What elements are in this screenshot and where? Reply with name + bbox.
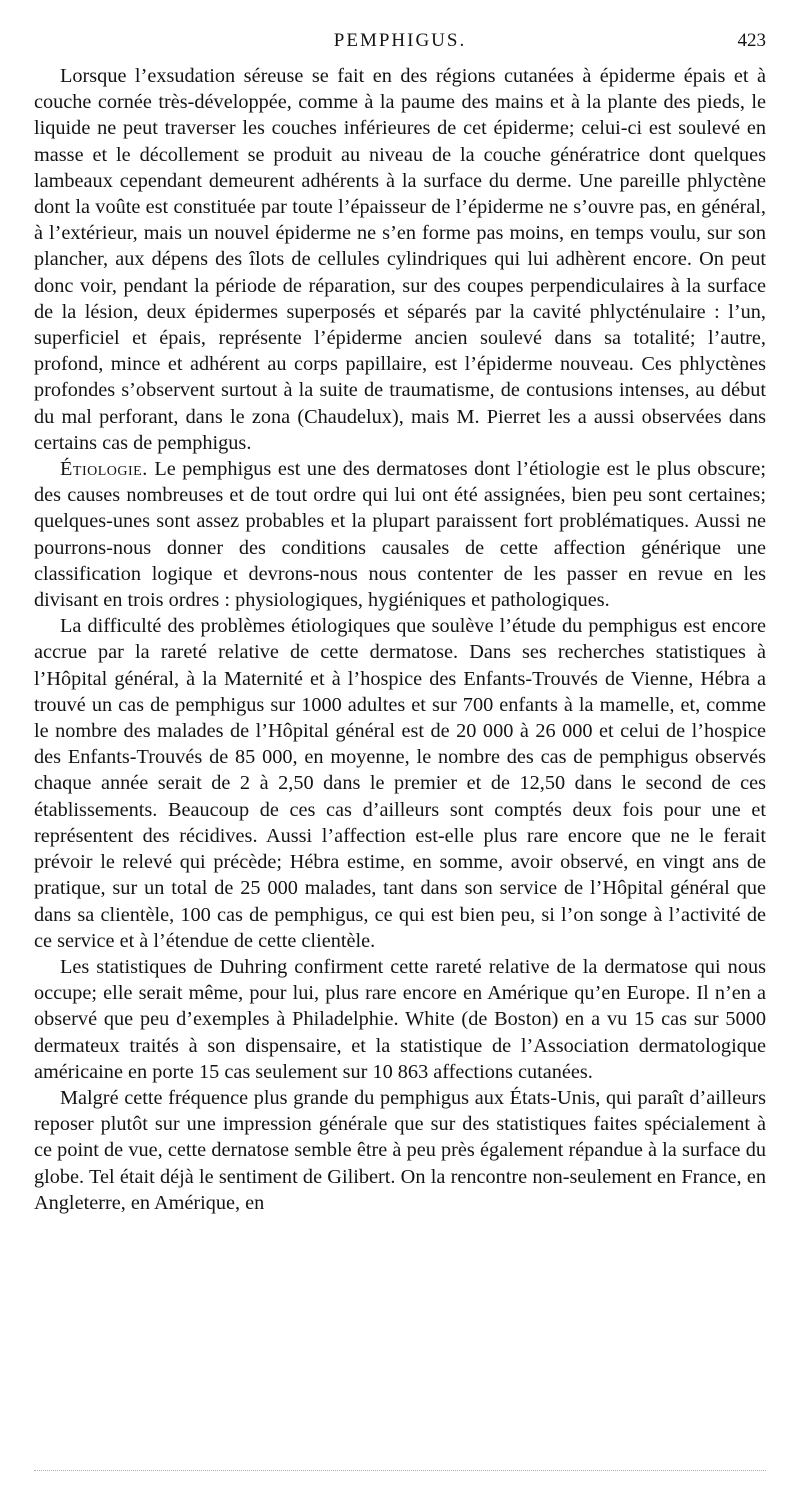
paragraph-text: Malgré cette fréquence plus grande du pemphigus aux États-Unis, qui paraît d’ailleurs reposer plutôt sur une impression générale que sur des statistiques faites spécialement à ce point de vue, cette dernatose semble être à peu près également répandue à la surface du globe. Tel était déjà le sentiment de Gilibert. On la rencontre non-seulement en France, en Angleterre, en Amérique, en <box>34 1086 766 1214</box>
paragraph-exsudation <box>34 63 766 456</box>
body-text <box>34 63 766 1216</box>
paragraph-etiologie <box>34 456 766 613</box>
running-head: PEMPHIGUS. <box>333 30 467 51</box>
page-number: 423 <box>737 30 766 51</box>
paragraph-duhring <box>34 954 766 1085</box>
page-header <box>34 30 766 56</box>
paragraph-repartition <box>34 1085 766 1216</box>
paragraph-text: La difficulté des problèmes étiologiques que soulève l’étude du pemphigus est encore accrue par la rareté relative de cette dermatose. Dans ses recherches statistiques à l’Hôpital général, à la Maternité et à l’hospice des Enfants-Trouvés de Vienne, Hébra a trouvé un cas de pemphigus sur 1000 adultes et sur 700 enfants à la mamelle, et, comme le nombre des malades de l’Hôpital général est de 20 000 à 26 000 et celui de l’hospice des Enfants-Trouvés de 85 000, en moyenne, le nombre des cas de pemphigus observés chaque année serait de 2 à 2,50 dans le premier et de 12,50 dans le second de ces établissements. Beaucoup de ces cas d’ailleurs sont comptés deux fois pour une et représentent des récidives. Aussi l’affection est-elle plus rare encore que ne le ferait prévoir le relevé qui précède; Hébra estime, en somme, avoir observé, en vingt ans de pratique, sur un total de 25 000 malades, tant dans son service de l’Hôpital général que dans sa clientèle, 100 cas de pemphigus, ce qui est bien peu, si l’on songe à l’activité de ce service et à l’étendue de cette clientèle. <box>34 615 766 952</box>
paragraph-text: Le pemphigus est une des dermatoses dont l’étiologie est le plus obscure; des causes nombreuses et de tout ordre qui lui ont été assignées, bien peu sont certaines; quelques-unes sont assez probables et la plupart paraissent fort problématiques. Aussi ne pourrons-nous donner des conditions causales de cette affection générique une classification logique et devrons-nous nous contenter de les passer en revue en les divisant en trois ordres : physiologiques, hygiéniques et pathologiques. <box>34 458 766 612</box>
paragraph-text: Les statistiques de Duhring confirment cette rareté relative de la dermatose qui nous occupe; elle serait même, pour lui, plus rare encore en Amérique qu’en Europe. Il n’en a observé que peu d’exemples à Philadelphie. White (de Boston) en a vu 15 cas sur 5000 dermateux traités à son dispensaire, et la statistique de l’Association dermatologique américaine en porte 15 cas seulement sur 10 863 affections cutanées. <box>34 955 766 1083</box>
section-heading-etiologie: Étiologie. <box>60 458 148 481</box>
paragraph-rarete <box>34 613 766 954</box>
footer-dotted-rule <box>34 1470 766 1471</box>
paragraph-text: Lorsque l’exsudation séreuse se fait en des régions cutanées à épiderme épais et à couche cornée très-développée, comme à la paume des mains et à la plante des pieds, le liquide ne peut traverser les couches inférieures de cet épiderme; celui-ci est soulevé en masse et le décollement se produit au niveau de la couche génératrice dont quelques lambeaux cependant demeurent adhérents à la surface du derme. Une pareille phlyctène dont la voûte est constituée par toute l’épaisseur de l’épiderme ne s’ouvre pas, en général, à l’extérieur, mais un nouvel épiderme ne s’en forme pas moins, en temps voulu, sur son plancher, aux dépens des îlots de cellules cylindriques qui lui adhèrent encore. On peut donc voir, pendant la période de réparation, sur des coupes perpendiculaires à la surface de la lésion, deux épidermes superposés et séparés par la cavité phlycténulaire : l’un, superficiel et épais, représente l’épiderme ancien soulevé dans sa totalité; l’autre, profond, mince et adhérent au corps papillaire, est l’épiderme nouveau. Ces phlyctènes profondes s’observent surtout à la suite de traumatisme, de contusions intenses, au début du mal perforant, dans le zona (Chaudelux), mais M. Pierret les a aussi observées dans certains cas de pemphigus. <box>34 65 766 454</box>
